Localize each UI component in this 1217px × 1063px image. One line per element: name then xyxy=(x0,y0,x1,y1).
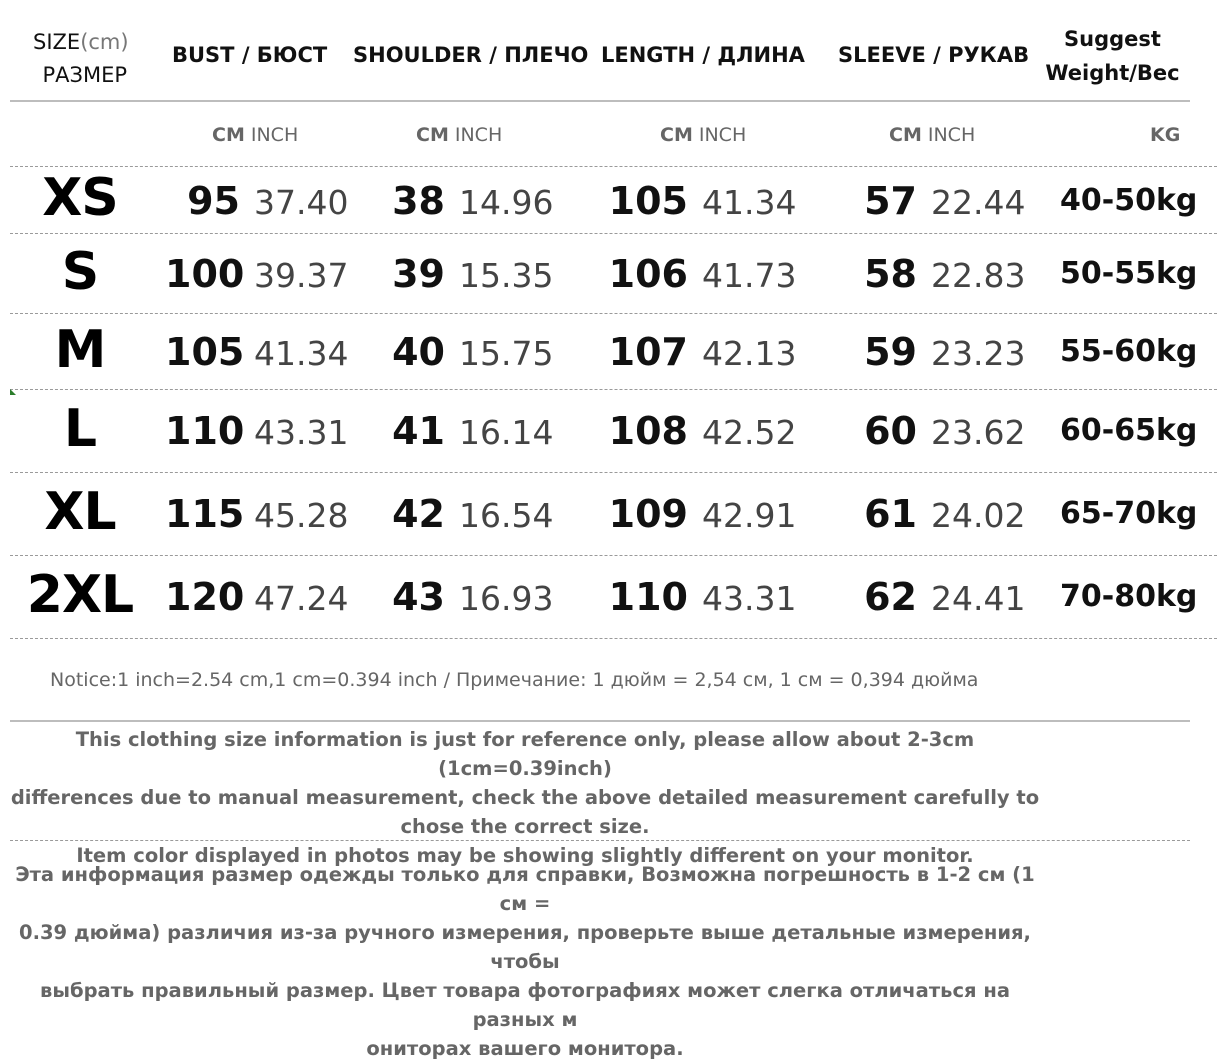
bust-cell xyxy=(165,330,348,374)
row-divider xyxy=(10,389,1217,390)
weight-cell: 65-70kg xyxy=(1060,496,1198,531)
sleeve-cm-value: 57 xyxy=(864,179,917,223)
bust-column-header: BUST / БЮСТ xyxy=(172,43,328,67)
sleeve-inch-value: 22.44 xyxy=(931,183,1026,222)
shoulder-inch-label: INCH xyxy=(454,124,503,146)
size-cell: S xyxy=(61,242,99,302)
bust-cell xyxy=(165,409,348,453)
disclaimer-ru-line: ониторах вашего монитора. xyxy=(366,1037,684,1060)
bust-cm-value: 120 xyxy=(165,575,245,619)
bust-inch-value: 47.24 xyxy=(254,579,349,618)
disclaimer-ru-line: Эта информация размер одежды только для справки, Возможна погрешность в 1-2 см (1 см = xyxy=(15,863,1035,915)
size-cell: XL xyxy=(44,482,116,542)
length-cell xyxy=(600,492,796,536)
size-column-header xyxy=(33,26,129,92)
length-inch-value: 41.73 xyxy=(702,256,797,295)
sleeve-inch-value: 23.23 xyxy=(931,334,1026,373)
row-divider xyxy=(10,313,1217,314)
bust-cm-value: 115 xyxy=(165,492,245,536)
bust-inch-label: INCH xyxy=(250,124,299,146)
sleeve-cm-value: 58 xyxy=(864,252,917,296)
shoulder-cm-value: 38 xyxy=(392,179,445,223)
sleeve-cm-label: CM xyxy=(889,124,922,146)
bust-inch-value: 43.31 xyxy=(254,413,349,452)
table-header xyxy=(0,0,1217,102)
disclaimer-en-line: This clothing size information is just for reference only, please allow about 2-3cm (1cm=0.39inch) xyxy=(75,728,975,780)
sleeve-inch-value: 24.02 xyxy=(931,496,1026,535)
disclaimer-en-line: chose the correct size. xyxy=(400,815,650,838)
sleeve-cell xyxy=(842,575,1025,619)
shoulder-cell xyxy=(370,492,553,536)
length-cell xyxy=(600,409,796,453)
length-cm-value: 106 xyxy=(608,252,688,296)
length-cm-value: 107 xyxy=(608,330,688,374)
length-inch-label: INCH xyxy=(698,124,747,146)
sleeve-cm-value: 61 xyxy=(864,492,917,536)
size-header-unit: (cm) xyxy=(80,30,129,54)
sleeve-inch-value: 22.83 xyxy=(931,256,1026,295)
shoulder-cm-value: 41 xyxy=(392,409,445,453)
sleeve-cm-value: 62 xyxy=(864,575,917,619)
disclaimer-ru-line: выбрать правильный размер. Цвет товара фотографиях может слегка отличаться на разных м xyxy=(40,979,1010,1031)
shoulder-inch-value: 16.54 xyxy=(459,496,554,535)
bust-unit-labels xyxy=(212,124,298,146)
length-inch-value: 41.34 xyxy=(702,183,797,222)
sleeve-cm-value: 60 xyxy=(864,409,917,453)
weight-unit-label: KG xyxy=(1150,124,1181,146)
length-cm-value: 105 xyxy=(608,179,688,223)
weight-header-line1: Suggest xyxy=(1064,27,1161,51)
size-cell: L xyxy=(63,399,97,459)
row-divider xyxy=(10,233,1217,234)
shoulder-inch-value: 16.93 xyxy=(459,579,554,618)
row-divider xyxy=(10,166,1217,167)
sleeve-column-header: SLEEVE / РУКАВ xyxy=(838,43,1030,67)
length-cell xyxy=(600,179,796,223)
sleeve-cell xyxy=(842,252,1025,296)
shoulder-inch-value: 15.35 xyxy=(459,256,554,295)
length-cm-label: CM xyxy=(660,124,693,146)
disclaimer-en-line: Item color displayed in photos may be showing slightly different on your monitor. xyxy=(76,844,974,867)
row-divider xyxy=(10,472,1217,473)
sleeve-cell xyxy=(842,330,1025,374)
length-inch-value: 43.31 xyxy=(702,579,797,618)
weight-cell: 70-80kg xyxy=(1060,579,1198,614)
disclaimer-english xyxy=(10,725,1040,870)
length-cell xyxy=(600,252,796,296)
shoulder-cm-value: 39 xyxy=(392,252,445,296)
row-divider xyxy=(10,555,1217,556)
size-cell: 2XL xyxy=(26,565,134,625)
shoulder-unit-labels xyxy=(416,124,502,146)
bust-cell xyxy=(165,492,348,536)
sleeve-inch-value: 24.41 xyxy=(931,579,1026,618)
length-cm-value: 110 xyxy=(608,575,688,619)
weight-cell: 50-55kg xyxy=(1060,256,1198,291)
bust-cm-value: 105 xyxy=(165,330,245,374)
weight-cell: 55-60kg xyxy=(1060,334,1198,369)
shoulder-cm-value: 42 xyxy=(392,492,445,536)
shoulder-cell xyxy=(370,330,553,374)
disclaimer-en-line: differences due to manual measurement, check the above detailed measurement carefully to xyxy=(10,786,1040,809)
corner-mark xyxy=(10,389,16,395)
size-header-ru: РАЗМЕР xyxy=(42,63,128,87)
notice-divider xyxy=(10,720,1190,722)
disclaimer-ru-line: 0.39 дюйма) различия из-за ручного измерения, проверьте выше детальные измерения, чтобы xyxy=(19,921,1031,973)
length-inch-value: 42.52 xyxy=(702,413,797,452)
shoulder-inch-value: 14.96 xyxy=(459,183,554,222)
disclaimer-russian xyxy=(10,860,1040,1063)
weight-column-header xyxy=(1040,22,1185,90)
shoulder-cell xyxy=(370,179,553,223)
shoulder-cm-value: 40 xyxy=(392,330,445,374)
disclaimer-divider xyxy=(10,840,1190,841)
length-inch-value: 42.91 xyxy=(702,496,797,535)
weight-header-line2: Weight/Вес xyxy=(1045,61,1180,85)
sleeve-inch-value: 23.62 xyxy=(931,413,1026,452)
length-unit-labels xyxy=(660,124,746,146)
bust-cell xyxy=(165,252,348,296)
sleeve-cell xyxy=(842,492,1025,536)
length-cell xyxy=(600,330,796,374)
length-column-header: LENGTH / ДЛИНА xyxy=(601,43,805,67)
bust-cm-value: 100 xyxy=(165,252,245,296)
header-divider xyxy=(10,100,1190,102)
shoulder-cm-value: 43 xyxy=(392,575,445,619)
length-inch-value: 42.13 xyxy=(702,334,797,373)
sleeve-unit-labels xyxy=(889,124,975,146)
row-divider xyxy=(10,638,1217,639)
shoulder-column-header: SHOULDER / ПЛЕЧО xyxy=(353,43,589,67)
shoulder-inch-value: 15.75 xyxy=(459,334,554,373)
shoulder-cm-label: CM xyxy=(416,124,449,146)
bust-inch-value: 37.40 xyxy=(254,183,349,222)
bust-cell xyxy=(165,575,348,619)
conversion-notice: Notice:1 inch=2.54 cm,1 cm=0.394 inch / Примечание: 1 дюйм = 2,54 см, 1 см = 0,394 дюйма xyxy=(50,669,979,691)
size-cell: XS xyxy=(42,168,118,228)
sleeve-cm-value: 59 xyxy=(864,330,917,374)
bust-inch-value: 39.37 xyxy=(254,256,349,295)
bust-cell xyxy=(165,179,348,223)
bust-cm-value: 110 xyxy=(165,409,245,453)
bust-cm-label: CM xyxy=(212,124,245,146)
shoulder-cell xyxy=(370,575,553,619)
length-cm-value: 109 xyxy=(608,492,688,536)
bust-inch-value: 45.28 xyxy=(254,496,349,535)
weight-cell: 60-65kg xyxy=(1060,413,1198,448)
length-cell xyxy=(600,575,796,619)
sleeve-cell xyxy=(842,179,1025,223)
sleeve-cell xyxy=(842,409,1025,453)
shoulder-cell xyxy=(370,252,553,296)
bust-cm-value: 95 xyxy=(187,179,240,223)
shoulder-inch-value: 16.14 xyxy=(459,413,554,452)
shoulder-cell xyxy=(370,409,553,453)
weight-cell: 40-50kg xyxy=(1060,183,1198,218)
size-header-main: SIZE xyxy=(33,30,81,54)
bust-inch-value: 41.34 xyxy=(254,334,349,373)
sleeve-inch-label: INCH xyxy=(927,124,976,146)
size-cell: M xyxy=(54,320,106,380)
length-cm-value: 108 xyxy=(608,409,688,453)
